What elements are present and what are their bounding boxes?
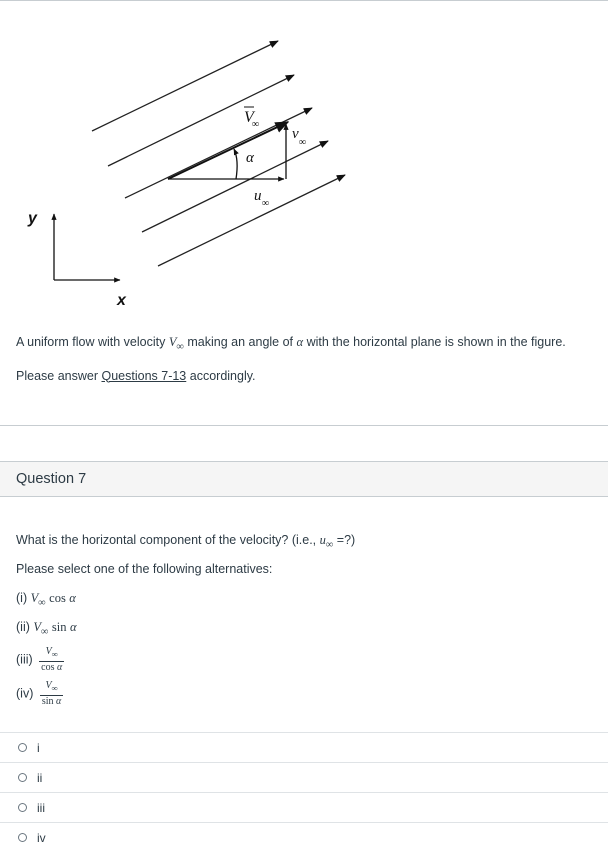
velocity-triangle — [168, 122, 288, 179]
flow-figure — [0, 10, 608, 320]
alternative-iii: (iii) $\frac{V_\infty}{\text{cos α}}$ — [16, 646, 63, 673]
axis-label-x: x — [117, 292, 126, 309]
question-header — [0, 461, 608, 497]
top-divider — [0, 0, 608, 1]
answer-option-ii[interactable]: ii — [0, 762, 608, 792]
alternative-i: (i) $V_\infty$ cos α — [16, 591, 76, 609]
fraction: $\frac{V_\infty}{\text{sin α}}$ — [41, 680, 62, 707]
answer-option-iii[interactable]: iii — [0, 792, 608, 822]
label-v-vector-sub: ∞ — [252, 119, 260, 130]
question-title: Question 7 — [16, 471, 87, 487]
intro-paragraph: A uniform flow with velocity $V_\infty$ making an angle of α with the horizontal plane is shown in the figure. — [16, 335, 566, 353]
answer-option-iv[interactable]: iv — [0, 822, 608, 852]
intro-text — [16, 332, 606, 394]
label-alpha: α — [246, 150, 254, 166]
instruction-paragraph: Please answer Questions 7-13 accordingly. — [16, 368, 256, 383]
alternative-ii: (ii) $V_\infty$ sin α — [16, 620, 77, 638]
angle-arc — [234, 149, 237, 179]
radio-button[interactable] — [18, 833, 27, 842]
label-v-vector: V — [244, 109, 254, 126]
streamline — [158, 175, 345, 266]
axis-label-y: y — [28, 210, 37, 227]
streamlines — [92, 41, 345, 266]
velocity-vector — [168, 122, 288, 179]
label-u-sub: ∞ — [262, 198, 270, 209]
radio-button[interactable] — [18, 773, 27, 782]
coordinate-axes — [54, 214, 120, 280]
radio-button[interactable] — [18, 803, 27, 812]
questions-link[interactable]: Questions 7-13 — [101, 368, 187, 383]
section-divider — [0, 425, 608, 426]
question-prompt: What is the horizontal component of the velocity? (i.e., $u_\infty$ =?) — [16, 533, 356, 551]
streamline — [125, 108, 312, 198]
answer-options — [0, 732, 608, 852]
label-v-component-sub: ∞ — [299, 137, 307, 148]
answer-option-i[interactable]: i — [0, 732, 608, 762]
streamline — [142, 141, 328, 232]
radio-button[interactable] — [18, 743, 27, 752]
streamline — [108, 75, 294, 166]
label-v-component: v — [292, 126, 299, 142]
question-body — [16, 530, 596, 714]
alternative-iv: (iv) $\frac{V_\infty}{\text{sin α}}$ — [16, 680, 62, 707]
fraction: $\frac{V_\infty}{\text{cos α}}$ — [41, 646, 63, 673]
question-instruction: Please select one of the following alternatives: — [16, 562, 273, 576]
label-u: u — [254, 188, 262, 204]
